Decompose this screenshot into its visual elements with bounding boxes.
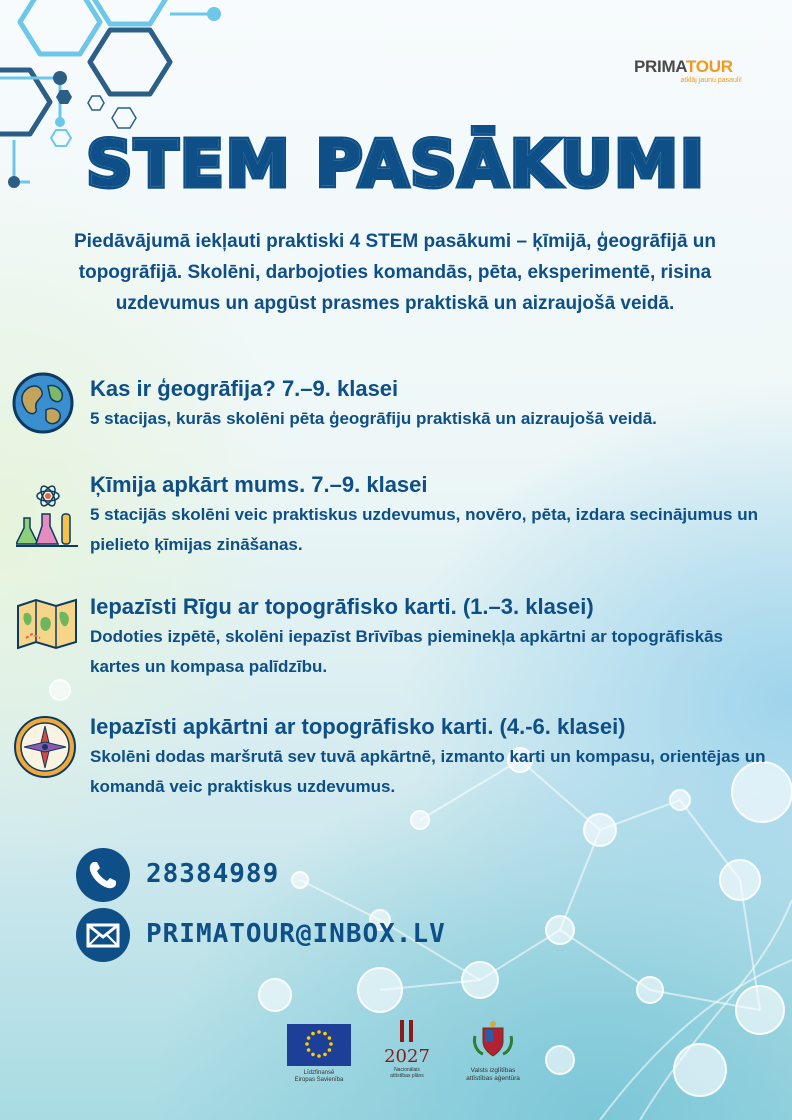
item-title: Iepazīsti Rīgu ar topogrāfisko karti. (1.–3. klasei) [90,594,594,619]
item-description: Skolēni dodas maršrutā sev tuvā apkārtnē, izmanto karti un kompasu, orientējas un komandā veic praktiskus uzdevumus. [90,747,766,796]
intro-text: Piedāvājumā iekļauti praktiski 4 STEM pasākumi – ķīmijā, ģeogrāfijā un topogrāfijā. Skolēni, darbojoties komandās, pēta, eksperimentē, risina uzdevumus un apgūst prasmes praktiskā un aizraujošā veidā. [73,231,717,314]
page-title: STEM PASĀKUMI [86,128,706,202]
primatour-logo [634,58,764,85]
funding-logos [0,1020,792,1090]
phone-number[interactable]: 28384989 [146,859,280,889]
eu-caption-line1: Līdzfinansē [303,1070,335,1076]
eu-flag-logo [287,1024,351,1066]
logo-tagline: atklāj jaunu pasauli! [680,77,742,84]
logo-wordmark [634,58,764,76]
map-icon [16,598,78,650]
item-description: Dodoties izpētē, skolēni iepazīst Brīvības pieminekļa apkārtni ar topogrāfiskās kartes un kompasa palīdzību. [90,627,723,676]
item-title: Iepazīsti apkārtni ar topogrāfisko karti. (4.-6. klasei) [90,714,626,739]
national-plan-year: 2027 [384,1046,430,1067]
viaa-logo [458,1020,528,1083]
np-caption-line2: attīstības plāns [390,1073,424,1079]
item-title: Kas ir ģeogrāfija? 7.–9. klasei [90,376,399,401]
email-address[interactable]: PRIMATOUR@INBOX.LV [146,919,446,949]
phone-icon [76,848,130,902]
chemistry-flasks-icon [16,484,78,550]
item-description: 5 stacijas, kurās skolēni pēta ģeogrāfiju praktiskā un aizraujošā veidā. [90,409,657,428]
logo-name-part1: PRIMA [634,57,687,76]
viaa-caption-line2: attīstības aģentūra [466,1075,520,1082]
national-plan-bars-icon [397,1020,417,1042]
item-title: Ķīmija apkārt mums. 7.–9. klasei [90,472,428,497]
coat-of-arms-icon [471,1020,515,1060]
logo-name-part2: TOUR [686,57,733,76]
np-caption-line1: Nacionālais [394,1067,420,1073]
viaa-caption [458,1067,528,1083]
compass-icon [12,714,78,780]
globe-icon [12,372,74,434]
item-description: 5 stacijās skolēni veic praktiskus uzdevumus, novēro, pēta, izdara secinājumus un pielieto ķīmijas zināšanas. [90,505,758,554]
eu-caption [284,1070,354,1084]
eu-caption-line2: Eiropas Savienība [294,1077,344,1083]
mail-icon [76,908,130,962]
national-plan-logo [382,1020,432,1079]
viaa-caption-line1: Valsts izglītības [470,1067,516,1074]
